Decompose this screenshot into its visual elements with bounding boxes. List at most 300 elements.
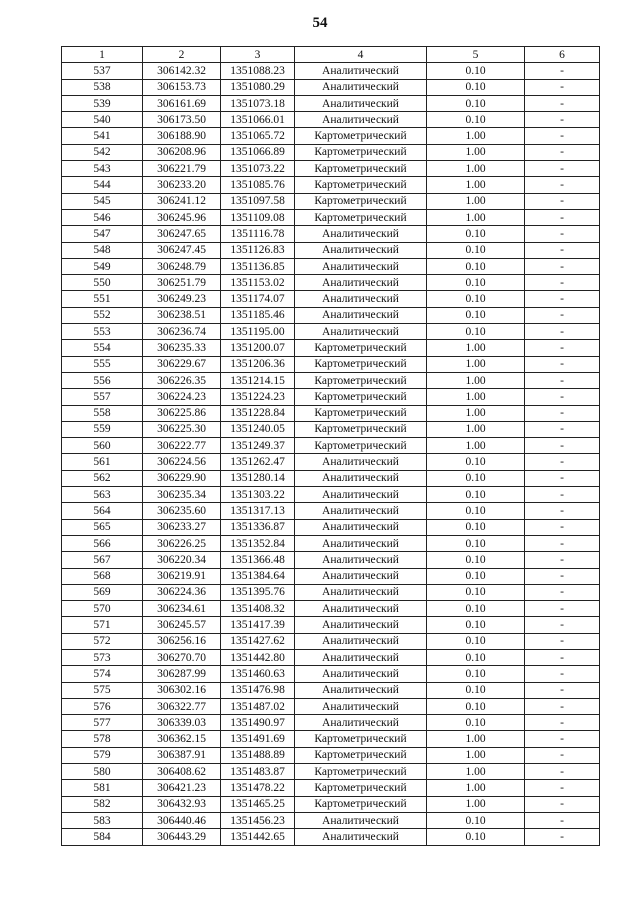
- x-coordinate-cell: 306235.34: [143, 487, 221, 503]
- point-number-cell: 563: [62, 487, 143, 503]
- method-cell: Картометрический: [295, 764, 427, 780]
- method-cell: Аналитический: [295, 470, 427, 486]
- note-cell: -: [525, 519, 600, 535]
- method-cell: Аналитический: [295, 112, 427, 128]
- column-header-5: 5: [427, 47, 525, 63]
- method-cell: Аналитический: [295, 812, 427, 828]
- y-coordinate-cell: 1351097.58: [221, 193, 295, 209]
- accuracy-cell: 0.10: [427, 470, 525, 486]
- table-row: [62, 63, 600, 79]
- table-row: [62, 356, 600, 372]
- accuracy-cell: 1.00: [427, 405, 525, 421]
- accuracy-cell: 0.10: [427, 682, 525, 698]
- table-row: [62, 291, 600, 307]
- y-coordinate-cell: 1351476.98: [221, 682, 295, 698]
- column-header-3: 3: [221, 47, 295, 63]
- table-row: [62, 503, 600, 519]
- method-cell: Аналитический: [295, 519, 427, 535]
- table-row: [62, 209, 600, 225]
- accuracy-cell: 1.00: [427, 372, 525, 388]
- x-coordinate-cell: 306173.50: [143, 112, 221, 128]
- note-cell: -: [525, 829, 600, 845]
- accuracy-cell: 0.10: [427, 291, 525, 307]
- y-coordinate-cell: 1351280.14: [221, 470, 295, 486]
- table-row: [62, 487, 600, 503]
- point-number-cell: 561: [62, 454, 143, 470]
- x-coordinate-cell: 306440.46: [143, 812, 221, 828]
- note-cell: -: [525, 421, 600, 437]
- accuracy-cell: 1.00: [427, 161, 525, 177]
- point-number-cell: 567: [62, 552, 143, 568]
- y-coordinate-cell: 1351065.72: [221, 128, 295, 144]
- x-coordinate-cell: 306226.35: [143, 372, 221, 388]
- point-number-cell: 556: [62, 372, 143, 388]
- point-number-cell: 565: [62, 519, 143, 535]
- point-number-cell: 570: [62, 601, 143, 617]
- y-coordinate-cell: 1351487.02: [221, 698, 295, 714]
- method-cell: Аналитический: [295, 258, 427, 274]
- note-cell: -: [525, 79, 600, 95]
- method-cell: Аналитический: [295, 682, 427, 698]
- accuracy-cell: 0.10: [427, 552, 525, 568]
- y-coordinate-cell: 1351427.62: [221, 633, 295, 649]
- note-cell: -: [525, 291, 600, 307]
- coordinates-table: [61, 46, 600, 846]
- column-header-2: 2: [143, 47, 221, 63]
- x-coordinate-cell: 306153.73: [143, 79, 221, 95]
- x-coordinate-cell: 306241.12: [143, 193, 221, 209]
- method-cell: Картометрический: [295, 161, 427, 177]
- y-coordinate-cell: 1351153.02: [221, 275, 295, 291]
- x-coordinate-cell: 306233.27: [143, 519, 221, 535]
- table-row: [62, 193, 600, 209]
- method-cell: Аналитический: [295, 324, 427, 340]
- x-coordinate-cell: 306408.62: [143, 764, 221, 780]
- point-number-cell: 542: [62, 144, 143, 160]
- table-row: [62, 112, 600, 128]
- accuracy-cell: 1.00: [427, 747, 525, 763]
- note-cell: -: [525, 372, 600, 388]
- accuracy-cell: 1.00: [427, 177, 525, 193]
- table-row: [62, 324, 600, 340]
- accuracy-cell: 0.10: [427, 275, 525, 291]
- x-coordinate-cell: 306362.15: [143, 731, 221, 747]
- table-row: [62, 829, 600, 845]
- table-row: [62, 698, 600, 714]
- accuracy-cell: 1.00: [427, 356, 525, 372]
- y-coordinate-cell: 1351336.87: [221, 519, 295, 535]
- table-row: [62, 242, 600, 258]
- table-row: [62, 161, 600, 177]
- point-number-cell: 541: [62, 128, 143, 144]
- x-coordinate-cell: 306238.51: [143, 307, 221, 323]
- method-cell: Картометрический: [295, 128, 427, 144]
- x-coordinate-cell: 306251.79: [143, 275, 221, 291]
- y-coordinate-cell: 1351214.15: [221, 372, 295, 388]
- column-header-1: 1: [62, 47, 143, 63]
- point-number-cell: 547: [62, 226, 143, 242]
- y-coordinate-cell: 1351136.85: [221, 258, 295, 274]
- note-cell: -: [525, 258, 600, 274]
- x-coordinate-cell: 306247.45: [143, 242, 221, 258]
- note-cell: -: [525, 487, 600, 503]
- method-cell: Картометрический: [295, 389, 427, 405]
- x-coordinate-cell: 306247.65: [143, 226, 221, 242]
- x-coordinate-cell: 306256.16: [143, 633, 221, 649]
- note-cell: -: [525, 405, 600, 421]
- point-number-cell: 546: [62, 209, 143, 225]
- y-coordinate-cell: 1351488.89: [221, 747, 295, 763]
- x-coordinate-cell: 306229.90: [143, 470, 221, 486]
- table-row: [62, 568, 600, 584]
- y-coordinate-cell: 1351066.01: [221, 112, 295, 128]
- note-cell: -: [525, 356, 600, 372]
- y-coordinate-cell: 1351228.84: [221, 405, 295, 421]
- method-cell: Аналитический: [295, 552, 427, 568]
- note-cell: -: [525, 389, 600, 405]
- x-coordinate-cell: 306322.77: [143, 698, 221, 714]
- y-coordinate-cell: 1351408.32: [221, 601, 295, 617]
- accuracy-cell: 0.10: [427, 112, 525, 128]
- y-coordinate-cell: 1351085.76: [221, 177, 295, 193]
- accuracy-cell: 1.00: [427, 209, 525, 225]
- note-cell: -: [525, 275, 600, 291]
- y-coordinate-cell: 1351109.08: [221, 209, 295, 225]
- table-row: [62, 177, 600, 193]
- method-cell: Картометрический: [295, 731, 427, 747]
- table-row: [62, 79, 600, 95]
- note-cell: -: [525, 242, 600, 258]
- x-coordinate-cell: 306219.91: [143, 568, 221, 584]
- x-coordinate-cell: 306421.23: [143, 780, 221, 796]
- x-coordinate-cell: 306161.69: [143, 95, 221, 111]
- method-cell: Картометрический: [295, 747, 427, 763]
- x-coordinate-cell: 306235.33: [143, 340, 221, 356]
- method-cell: Картометрический: [295, 796, 427, 812]
- accuracy-cell: 1.00: [427, 796, 525, 812]
- point-number-cell: 548: [62, 242, 143, 258]
- note-cell: -: [525, 193, 600, 209]
- table-row: [62, 682, 600, 698]
- y-coordinate-cell: 1351478.22: [221, 780, 295, 796]
- note-cell: -: [525, 209, 600, 225]
- y-coordinate-cell: 1351080.29: [221, 79, 295, 95]
- note-cell: -: [525, 161, 600, 177]
- note-cell: -: [525, 128, 600, 144]
- note-cell: -: [525, 307, 600, 323]
- x-coordinate-cell: 306443.29: [143, 829, 221, 845]
- accuracy-cell: 1.00: [427, 764, 525, 780]
- note-cell: -: [525, 454, 600, 470]
- method-cell: Аналитический: [295, 79, 427, 95]
- point-number-cell: 569: [62, 584, 143, 600]
- point-number-cell: 577: [62, 715, 143, 731]
- accuracy-cell: 0.10: [427, 812, 525, 828]
- x-coordinate-cell: 306339.03: [143, 715, 221, 731]
- note-cell: -: [525, 112, 600, 128]
- method-cell: Аналитический: [295, 617, 427, 633]
- accuracy-cell: 0.10: [427, 242, 525, 258]
- table-row: [62, 372, 600, 388]
- method-cell: Картометрический: [295, 780, 427, 796]
- y-coordinate-cell: 1351490.97: [221, 715, 295, 731]
- point-number-cell: 537: [62, 63, 143, 79]
- accuracy-cell: 0.10: [427, 829, 525, 845]
- note-cell: -: [525, 649, 600, 665]
- y-coordinate-cell: 1351491.69: [221, 731, 295, 747]
- point-number-cell: 539: [62, 95, 143, 111]
- note-cell: -: [525, 780, 600, 796]
- method-cell: Аналитический: [295, 63, 427, 79]
- table-row: [62, 552, 600, 568]
- page-number: 54: [312, 15, 328, 31]
- table-row: [62, 764, 600, 780]
- accuracy-cell: 0.10: [427, 519, 525, 535]
- point-number-cell: 576: [62, 698, 143, 714]
- point-number-cell: 562: [62, 470, 143, 486]
- point-number-cell: 559: [62, 421, 143, 437]
- accuracy-cell: 1.00: [427, 438, 525, 454]
- method-cell: Аналитический: [295, 568, 427, 584]
- table-row: [62, 731, 600, 747]
- accuracy-cell: 0.10: [427, 666, 525, 682]
- accuracy-cell: 0.10: [427, 454, 525, 470]
- note-cell: -: [525, 503, 600, 519]
- x-coordinate-cell: 306229.67: [143, 356, 221, 372]
- point-number-cell: 582: [62, 796, 143, 812]
- point-number-cell: 566: [62, 535, 143, 551]
- note-cell: -: [525, 796, 600, 812]
- point-number-cell: 558: [62, 405, 143, 421]
- y-coordinate-cell: 1351206.36: [221, 356, 295, 372]
- note-cell: -: [525, 698, 600, 714]
- method-cell: Аналитический: [295, 503, 427, 519]
- y-coordinate-cell: 1351249.37: [221, 438, 295, 454]
- y-coordinate-cell: 1351303.22: [221, 487, 295, 503]
- note-cell: -: [525, 470, 600, 486]
- y-coordinate-cell: 1351395.76: [221, 584, 295, 600]
- point-number-cell: 579: [62, 747, 143, 763]
- x-coordinate-cell: 306224.23: [143, 389, 221, 405]
- accuracy-cell: 1.00: [427, 128, 525, 144]
- table-row: [62, 258, 600, 274]
- table-row: [62, 715, 600, 731]
- table-row: [62, 389, 600, 405]
- method-cell: Аналитический: [295, 715, 427, 731]
- note-cell: -: [525, 177, 600, 193]
- accuracy-cell: 0.10: [427, 698, 525, 714]
- method-cell: Картометрический: [295, 209, 427, 225]
- point-number-cell: 573: [62, 649, 143, 665]
- table-row: [62, 633, 600, 649]
- table-header-row: [62, 47, 600, 63]
- point-number-cell: 575: [62, 682, 143, 698]
- point-number-cell: 552: [62, 307, 143, 323]
- method-cell: Аналитический: [295, 242, 427, 258]
- point-number-cell: 554: [62, 340, 143, 356]
- table-row: [62, 226, 600, 242]
- y-coordinate-cell: 1351195.00: [221, 324, 295, 340]
- point-number-cell: 578: [62, 731, 143, 747]
- table-row: [62, 275, 600, 291]
- point-number-cell: 545: [62, 193, 143, 209]
- accuracy-cell: 0.10: [427, 584, 525, 600]
- y-coordinate-cell: 1351073.22: [221, 161, 295, 177]
- table-row: [62, 405, 600, 421]
- method-cell: Аналитический: [295, 454, 427, 470]
- accuracy-cell: 0.10: [427, 617, 525, 633]
- note-cell: -: [525, 568, 600, 584]
- accuracy-cell: 0.10: [427, 79, 525, 95]
- point-number-cell: 572: [62, 633, 143, 649]
- method-cell: Аналитический: [295, 95, 427, 111]
- method-cell: Аналитический: [295, 633, 427, 649]
- y-coordinate-cell: 1351384.64: [221, 568, 295, 584]
- method-cell: Картометрический: [295, 405, 427, 421]
- x-coordinate-cell: 306287.99: [143, 666, 221, 682]
- point-number-cell: 555: [62, 356, 143, 372]
- accuracy-cell: 0.10: [427, 601, 525, 617]
- accuracy-cell: 1.00: [427, 193, 525, 209]
- x-coordinate-cell: 306225.30: [143, 421, 221, 437]
- point-number-cell: 580: [62, 764, 143, 780]
- y-coordinate-cell: 1351317.13: [221, 503, 295, 519]
- y-coordinate-cell: 1351456.23: [221, 812, 295, 828]
- table-row: [62, 796, 600, 812]
- column-header-6: 6: [525, 47, 600, 63]
- method-cell: Аналитический: [295, 291, 427, 307]
- table-row: [62, 535, 600, 551]
- table-row: [62, 584, 600, 600]
- note-cell: -: [525, 601, 600, 617]
- method-cell: Картометрический: [295, 356, 427, 372]
- method-cell: Картометрический: [295, 421, 427, 437]
- point-number-cell: 583: [62, 812, 143, 828]
- note-cell: -: [525, 226, 600, 242]
- accuracy-cell: 0.10: [427, 324, 525, 340]
- note-cell: -: [525, 764, 600, 780]
- table-body: [62, 63, 600, 845]
- x-coordinate-cell: 306302.16: [143, 682, 221, 698]
- table-row: [62, 666, 600, 682]
- y-coordinate-cell: 1351442.80: [221, 649, 295, 665]
- accuracy-cell: 0.10: [427, 535, 525, 551]
- accuracy-cell: 1.00: [427, 144, 525, 160]
- y-coordinate-cell: 1351483.87: [221, 764, 295, 780]
- x-coordinate-cell: 306249.23: [143, 291, 221, 307]
- method-cell: Картометрический: [295, 340, 427, 356]
- point-number-cell: 551: [62, 291, 143, 307]
- table-row: [62, 340, 600, 356]
- note-cell: -: [525, 535, 600, 551]
- x-coordinate-cell: 306220.34: [143, 552, 221, 568]
- x-coordinate-cell: 306234.61: [143, 601, 221, 617]
- method-cell: Аналитический: [295, 666, 427, 682]
- note-cell: -: [525, 584, 600, 600]
- method-cell: Картометрический: [295, 193, 427, 209]
- point-number-cell: 581: [62, 780, 143, 796]
- table-row: [62, 601, 600, 617]
- y-coordinate-cell: 1351126.83: [221, 242, 295, 258]
- table-row: [62, 307, 600, 323]
- table-row: [62, 470, 600, 486]
- method-cell: Аналитический: [295, 487, 427, 503]
- point-number-cell: 549: [62, 258, 143, 274]
- method-cell: Аналитический: [295, 698, 427, 714]
- accuracy-cell: 0.10: [427, 226, 525, 242]
- y-coordinate-cell: 1351240.05: [221, 421, 295, 437]
- table-row: [62, 617, 600, 633]
- table-row: [62, 438, 600, 454]
- point-number-cell: 550: [62, 275, 143, 291]
- method-cell: Аналитический: [295, 649, 427, 665]
- table-row: [62, 454, 600, 470]
- note-cell: -: [525, 731, 600, 747]
- y-coordinate-cell: 1351066.89: [221, 144, 295, 160]
- y-coordinate-cell: 1351366.48: [221, 552, 295, 568]
- accuracy-cell: 1.00: [427, 340, 525, 356]
- y-coordinate-cell: 1351460.63: [221, 666, 295, 682]
- note-cell: -: [525, 63, 600, 79]
- note-cell: -: [525, 682, 600, 698]
- y-coordinate-cell: 1351352.84: [221, 535, 295, 551]
- x-coordinate-cell: 306245.57: [143, 617, 221, 633]
- note-cell: -: [525, 617, 600, 633]
- table-row: [62, 95, 600, 111]
- y-coordinate-cell: 1351442.65: [221, 829, 295, 845]
- column-header-4: 4: [295, 47, 427, 63]
- x-coordinate-cell: 306233.20: [143, 177, 221, 193]
- x-coordinate-cell: 306224.56: [143, 454, 221, 470]
- x-coordinate-cell: 306142.32: [143, 63, 221, 79]
- method-cell: Аналитический: [295, 307, 427, 323]
- accuracy-cell: 0.10: [427, 63, 525, 79]
- x-coordinate-cell: 306208.96: [143, 144, 221, 160]
- x-coordinate-cell: 306432.93: [143, 796, 221, 812]
- y-coordinate-cell: 1351417.39: [221, 617, 295, 633]
- x-coordinate-cell: 306188.90: [143, 128, 221, 144]
- accuracy-cell: 0.10: [427, 307, 525, 323]
- point-number-cell: 560: [62, 438, 143, 454]
- point-number-cell: 544: [62, 177, 143, 193]
- note-cell: -: [525, 812, 600, 828]
- accuracy-cell: 1.00: [427, 389, 525, 405]
- y-coordinate-cell: 1351185.46: [221, 307, 295, 323]
- note-cell: -: [525, 438, 600, 454]
- x-coordinate-cell: 306387.91: [143, 747, 221, 763]
- x-coordinate-cell: 306235.60: [143, 503, 221, 519]
- accuracy-cell: 0.10: [427, 258, 525, 274]
- accuracy-cell: 1.00: [427, 780, 525, 796]
- y-coordinate-cell: 1351174.07: [221, 291, 295, 307]
- note-cell: -: [525, 633, 600, 649]
- x-coordinate-cell: 306245.96: [143, 209, 221, 225]
- accuracy-cell: 0.10: [427, 649, 525, 665]
- note-cell: -: [525, 324, 600, 340]
- point-number-cell: 568: [62, 568, 143, 584]
- table-row: [62, 649, 600, 665]
- accuracy-cell: 0.10: [427, 568, 525, 584]
- x-coordinate-cell: 306236.74: [143, 324, 221, 340]
- point-number-cell: 543: [62, 161, 143, 177]
- method-cell: Аналитический: [295, 584, 427, 600]
- accuracy-cell: 0.10: [427, 487, 525, 503]
- method-cell: Картометрический: [295, 144, 427, 160]
- accuracy-cell: 0.10: [427, 715, 525, 731]
- table-row: [62, 421, 600, 437]
- y-coordinate-cell: 1351224.23: [221, 389, 295, 405]
- note-cell: -: [525, 340, 600, 356]
